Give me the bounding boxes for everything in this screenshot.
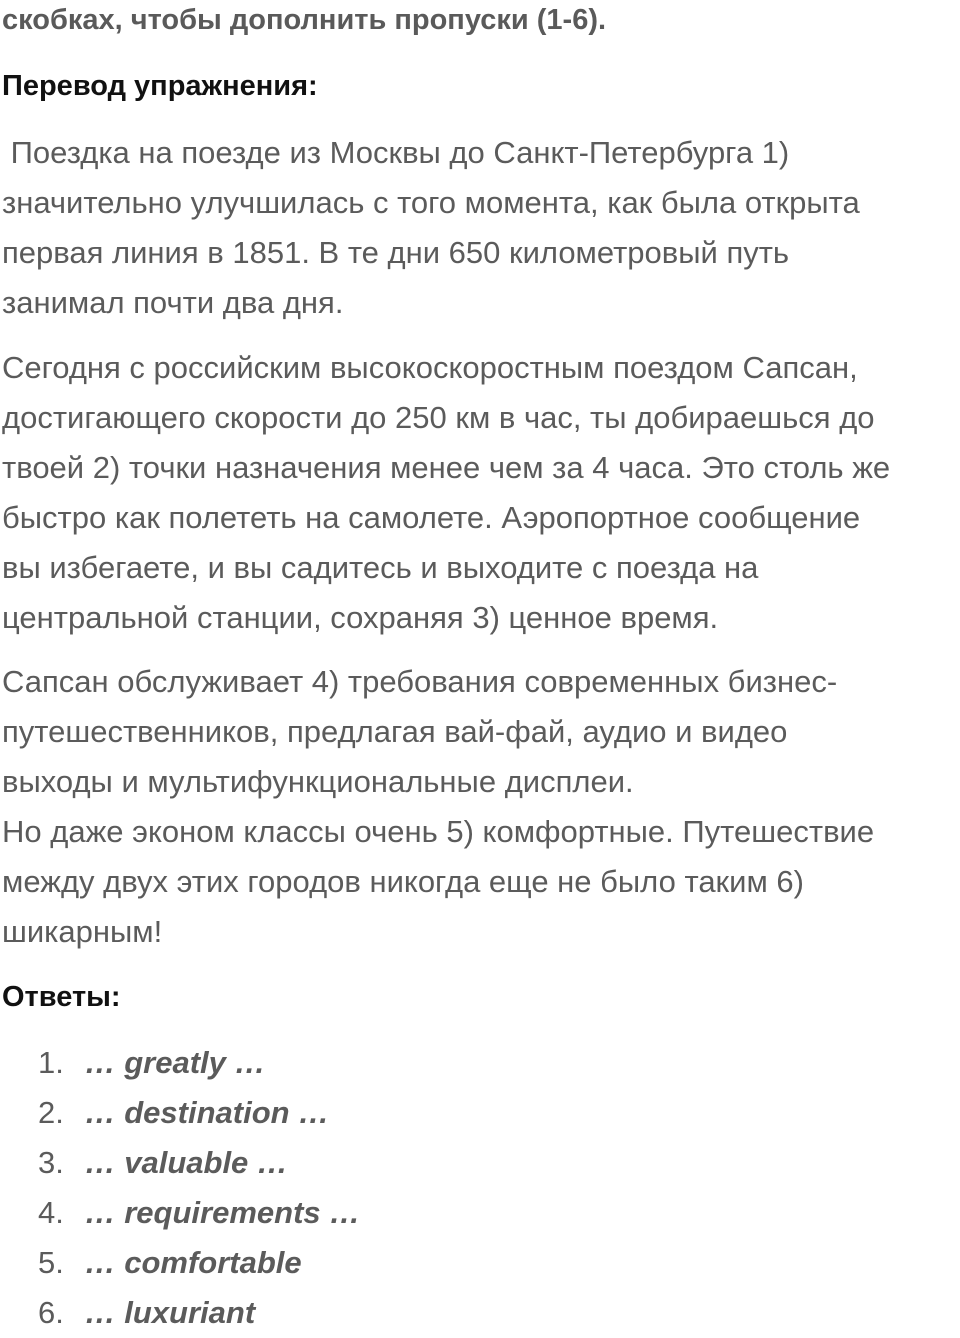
answers-heading: Ответы: bbox=[2, 981, 121, 1013]
translation-paragraph-3 bbox=[2, 657, 958, 957]
paragraph-line: твоей 2) точки назначения менее чем за 4 часа. Это столь же bbox=[2, 450, 891, 485]
answer-text: … requirements … bbox=[84, 1195, 361, 1230]
paragraph-line: путешественников, предлагая вай-фай, аудио и видео bbox=[2, 714, 788, 749]
paragraph-line: Сапсан обслуживает 4) требования современных бизнес- bbox=[2, 664, 838, 699]
answer-text: … luxuriant bbox=[84, 1295, 256, 1330]
answer-item bbox=[38, 1088, 360, 1138]
paragraph-line: выходы и мультифункциональные дисплеи. bbox=[2, 764, 634, 799]
paragraph-line: Но даже эконом классы очень 5) комфортные. Путешествие bbox=[2, 814, 875, 849]
paragraph-line: первая линия в 1851. В те дни 650 километровый путь bbox=[2, 235, 790, 270]
answer-number: 1. bbox=[38, 1045, 64, 1080]
answer-item bbox=[38, 1288, 360, 1338]
answer-item bbox=[38, 1038, 360, 1088]
answer-item bbox=[38, 1238, 360, 1288]
paragraph-line: Сегодня с российским высокоскоростным поездом Сапсан, bbox=[2, 350, 858, 385]
answer-text: … greatly … bbox=[84, 1045, 266, 1080]
paragraph-line: между двух этих городов никогда еще не было таким 6) bbox=[2, 864, 804, 899]
answer-text: … destination … bbox=[84, 1095, 330, 1130]
paragraph-line: достигающего скорости до 250 км в час, ты добираешься до bbox=[2, 400, 875, 435]
answer-item bbox=[38, 1138, 360, 1188]
answers-list bbox=[38, 1038, 360, 1338]
paragraph-line: центральной станции, сохраняя 3) ценное время. bbox=[2, 600, 719, 635]
translation-paragraph-2 bbox=[2, 343, 958, 643]
answer-text: … valuable … bbox=[84, 1145, 288, 1180]
paragraph-line: быстро как полететь на самолете. Аэропортное сообщение bbox=[2, 500, 861, 535]
answer-number: 5. bbox=[38, 1245, 64, 1280]
paragraph-line: значительно улучшилась с того момента, как была открыта bbox=[2, 185, 860, 220]
exercise-instruction: скобках, чтобы дополнить пропуски (1-6). bbox=[2, 4, 607, 36]
translation-paragraph-1 bbox=[2, 128, 958, 328]
paragraph-line: шикарным! bbox=[2, 914, 163, 949]
answer-item bbox=[38, 1188, 360, 1238]
paragraph-line: Поездка на поезде из Москвы до Санкт-Петербурга 1) bbox=[2, 135, 790, 170]
answer-number: 3. bbox=[38, 1145, 64, 1180]
answer-number: 4. bbox=[38, 1195, 64, 1230]
answer-number: 6. bbox=[38, 1295, 64, 1330]
paragraph-line: занимал почти два дня. bbox=[2, 285, 344, 320]
translation-heading: Перевод упражнения: bbox=[2, 70, 318, 102]
answer-text: … comfortable bbox=[84, 1245, 302, 1280]
paragraph-line: вы избегаете, и вы садитесь и выходите с поезда на bbox=[2, 550, 759, 585]
answer-number: 2. bbox=[38, 1095, 64, 1130]
